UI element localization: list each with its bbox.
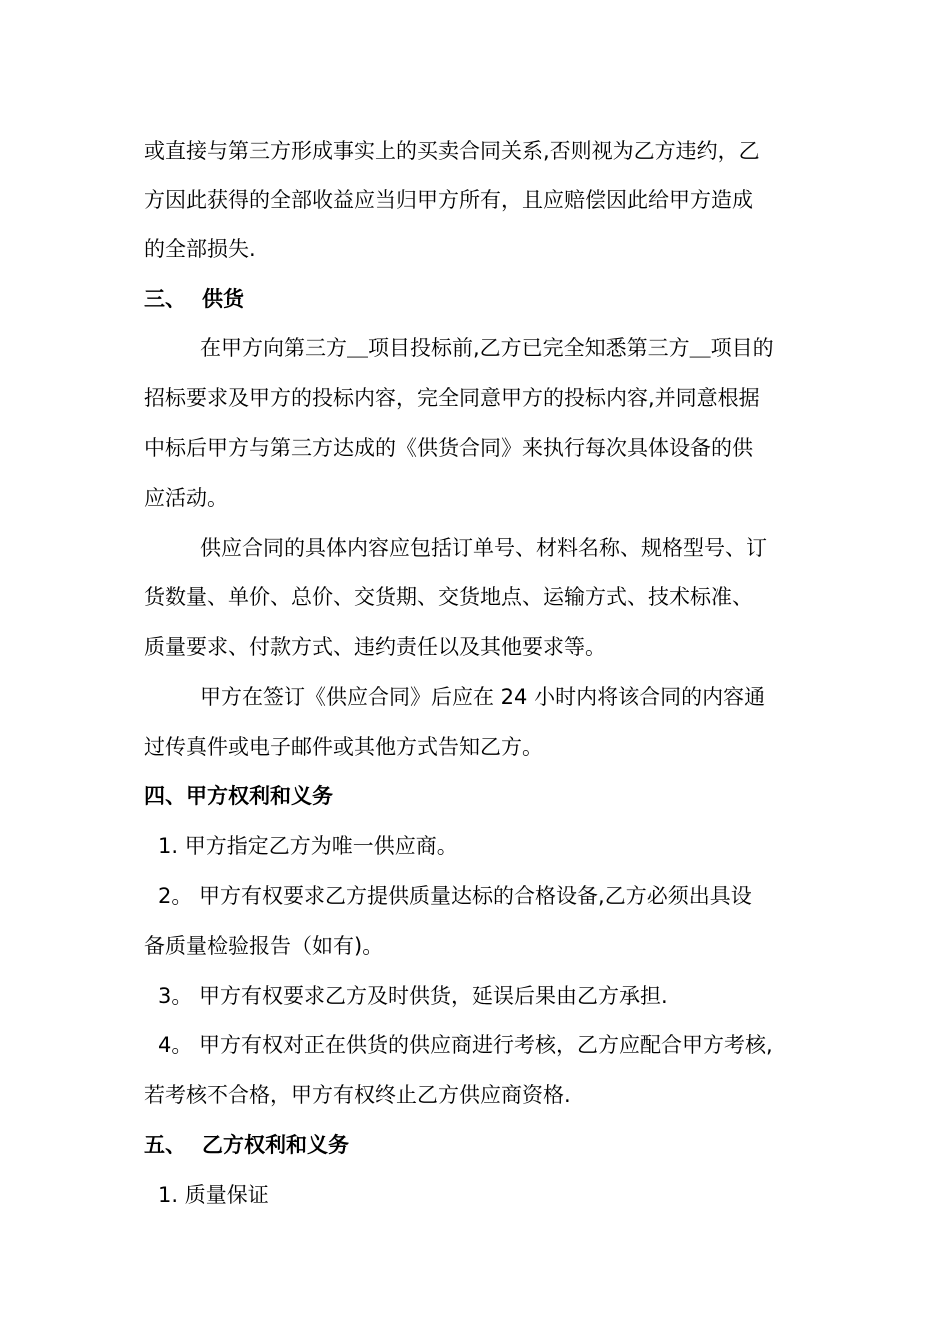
list-item: 1. 质量保证 (158, 1183, 269, 1207)
paragraph-line: 在甲方向第三方＿项目投标前,乙方已完全知悉第三方＿项目的 (200, 336, 774, 360)
list-item: 2。 甲方有权要求乙方提供质量达标的合格设备,乙方必须出具设 (158, 884, 752, 908)
section-heading-four: 四、甲方权利和义务 (144, 784, 333, 808)
paragraph-line: 质量要求、付款方式、违约责任以及其他要求等。 (144, 635, 606, 659)
section-heading-five (144, 1130, 824, 1160)
paragraph-line: 货数量、单价、总价、交货期、交货地点、运输方式、技术标准、 (144, 585, 753, 609)
paragraph-line: 甲方在签订《供应合同》后应在 24 小时内将该合同的内容通 (200, 685, 766, 709)
section-number: 三、 (144, 287, 186, 311)
paragraph-line: 或直接与第三方形成事实上的买卖合同关系,否则视为乙方违约，乙 (144, 139, 760, 163)
paragraph-line: 若考核不合格，甲方有权终止乙方供应商资格. (144, 1083, 571, 1107)
paragraph-line: 过传真件或电子邮件或其他方式告知乙方。 (144, 735, 543, 759)
paragraph-line: 招标要求及甲方的投标内容，完全同意甲方的投标内容,并同意根据 (144, 386, 760, 410)
paragraph-line: 方因此获得的全部收益应当归甲方所有，且应赔偿因此给甲方造成 (144, 188, 753, 212)
list-item: 1. 甲方指定乙方为唯一供应商。 (158, 834, 458, 858)
list-item: 4。 甲方有权对正在供货的供应商进行考核，乙方应配合甲方考核, (158, 1033, 773, 1057)
paragraph-line: 备质量检验报告（如有)。 (144, 934, 384, 958)
paragraph-line: 的全部损失. (144, 237, 256, 261)
paragraph-line: 供应合同的具体内容应包括订单号、材料名称、规格型号、订 (200, 536, 767, 560)
section-number: 五、 (144, 1133, 186, 1157)
section-title: 乙方权利和义务 (202, 1133, 349, 1157)
section-heading-three (144, 284, 824, 314)
section-title: 供货 (202, 287, 244, 311)
list-item: 3。 甲方有权要求乙方及时供货，延误后果由乙方承担. (158, 984, 668, 1008)
paragraph-line: 应活动。 (144, 486, 228, 510)
paragraph-line: 中标后甲方与第三方达成的《供货合同》来执行每次具体设备的供 (144, 436, 753, 460)
